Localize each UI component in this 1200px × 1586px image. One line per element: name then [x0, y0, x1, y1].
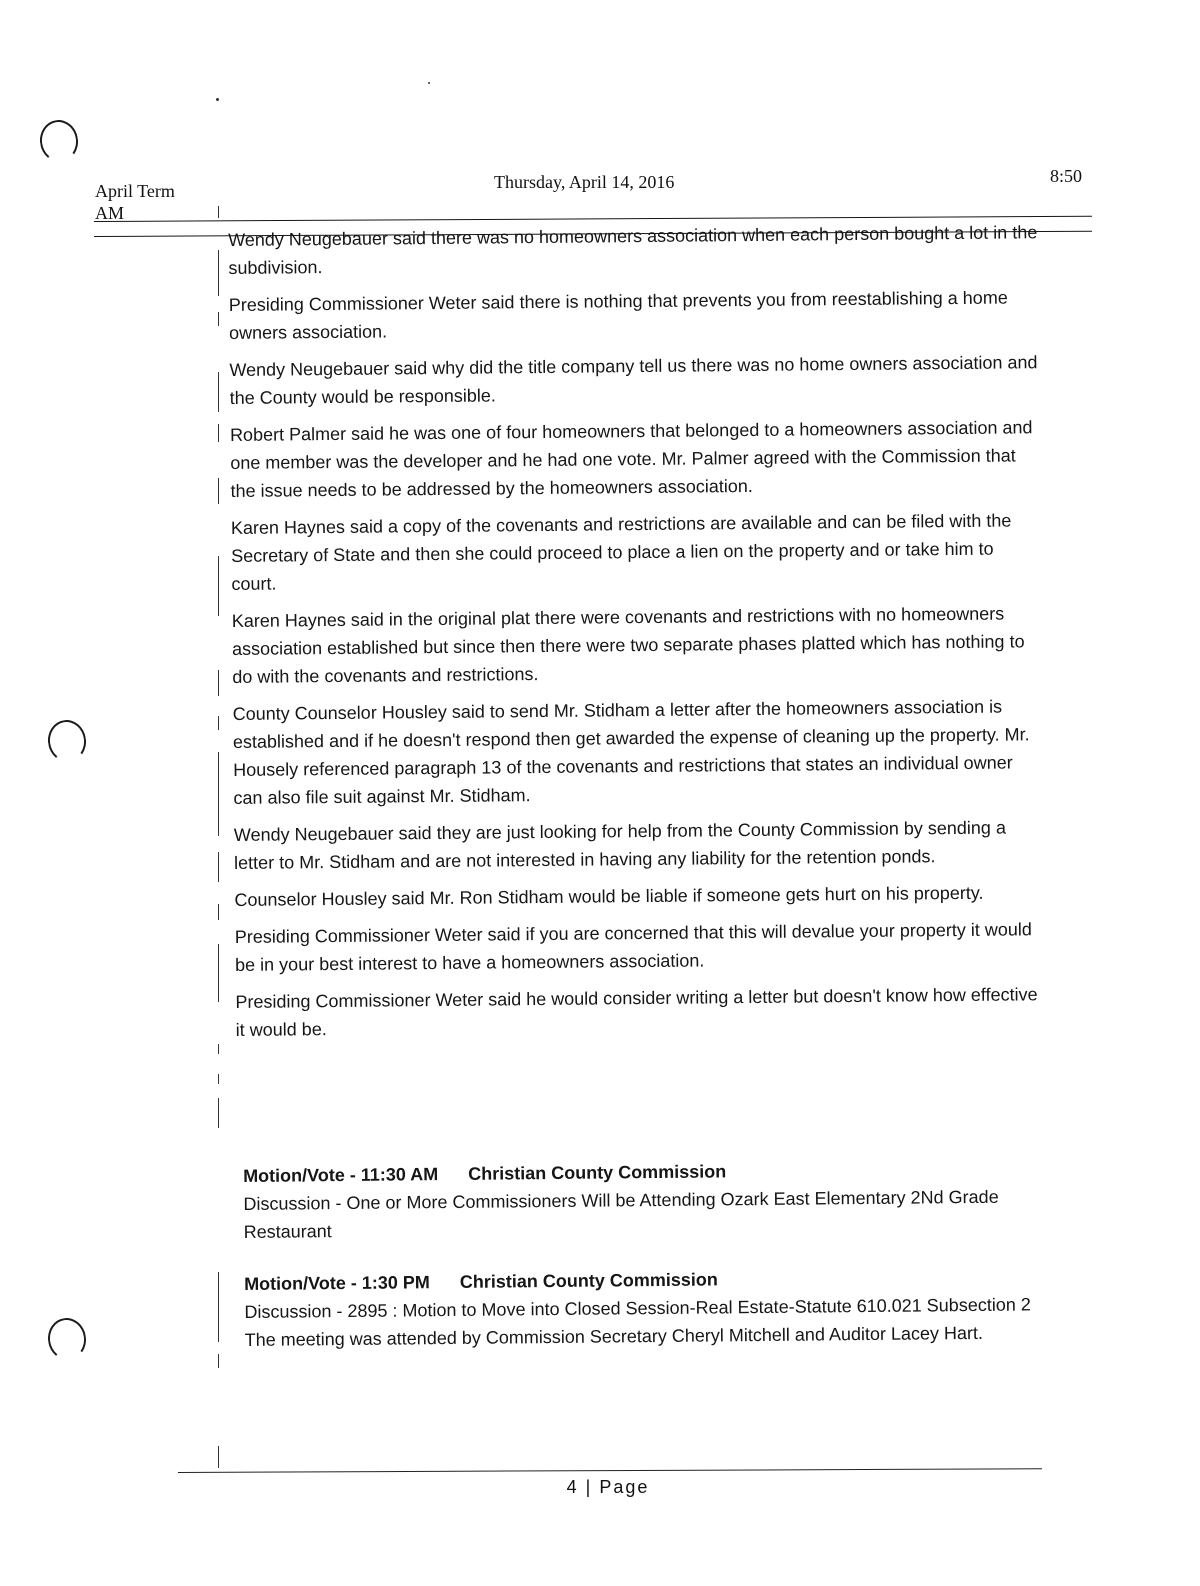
margin-mark: [218, 670, 219, 696]
motion-discussion: Discussion - 2895 : Motion to Move into Closed Session-Real Estate-Statute 610.021 Subsection 2: [244, 1294, 1031, 1322]
minutes-paragraph: Robert Palmer said he was one of four homeowners that belonged to a homeowners association and one member was the developer and he had one vote. Mr. Palmer agreed with the Commission that the issue needs to be addressed by the homeowners association.: [229, 417, 1033, 501]
margin-mark: [218, 478, 219, 504]
minutes-paragraph: Karen Haynes said in the original plat there were covenants and restrictions with no homeowners association established but since then there were two separate phases platted which has nothing to do with the covenants and restrictions.: [231, 603, 1025, 687]
minutes-paragraph: Wendy Neugebauer said why did the title company tell us there was no home owners association and the County would be responsible.: [229, 352, 1038, 408]
term-line-1: April Term: [95, 181, 175, 201]
minutes-paragraph: Counselor Housley said Mr. Ron Stidham would be liable if someone gets hurt on his property.: [234, 882, 984, 910]
margin-mark: [218, 716, 219, 730]
footer-rule: [178, 1468, 1042, 1473]
margin-mark: [218, 1074, 219, 1084]
margin-mark: [218, 752, 219, 836]
motion-time: Motion/Vote - 11:30 AM: [243, 1164, 439, 1186]
minutes-paragraph: Presiding Commissioner Weter said there is nothing that prevents you from reestablishing a home owners association.: [228, 287, 1008, 343]
minutes-paragraph: Wendy Neugebauer said they are just looking for help from the County Commission by sending a letter to Mr. Stidham and are not interested in having any liability for the retention ponds.: [233, 817, 1007, 873]
binder-hole: [45, 718, 88, 765]
margin-mark: [218, 556, 219, 616]
term-label: [95, 180, 175, 224]
margin-mark: [218, 1044, 219, 1054]
margin-mark: [218, 372, 219, 412]
scan-speck: [428, 82, 430, 84]
page-number: 4 | Page: [566, 1477, 650, 1497]
motion-block: [244, 1262, 1045, 1354]
margin-mark: [218, 1098, 219, 1128]
binder-hole: [45, 1316, 88, 1363]
margin-mark: [218, 944, 219, 1002]
margin-mark: [218, 904, 219, 920]
minutes-paragraph: Wendy Neugebauer said there was no homeowners association when each person bought a lot in the subdivision.: [228, 222, 1038, 278]
motion-block: [243, 1154, 1044, 1246]
minutes-body: [228, 218, 1046, 1053]
motion-discussion: Discussion - One or More Commissioners Will be Attending Ozark East Elementary 2Nd Grade Restaurant: [243, 1186, 999, 1242]
margin-mark: [218, 852, 219, 882]
motion-note: The meeting was attended by Commission Secretary Cheryl Mitchell and Auditor Lacey Hart.: [244, 1322, 984, 1350]
term-line-2: AM: [95, 203, 125, 223]
minutes-paragraph: Presiding Commissioner Weter said if you are concerned that this will devalue your property it would be in your best interest to have a homeowners association.: [234, 919, 1032, 975]
margin-mark: [218, 1354, 219, 1368]
margin-mark: [218, 1272, 219, 1342]
margin-mark: [218, 1446, 219, 1468]
meeting-time: 8:50: [1050, 166, 1083, 186]
minutes-paragraph: County Counselor Housley said to send Mr. Stidham a letter after the homeowners association is established and if he doesn't respond then get awarded the expense of cleaning up the property. Mr. Housely referenced paragraph 13 of the covenants and restrictions that states an individual owner can also file suit against Mr. Stidham.: [232, 696, 1030, 808]
motion-organization: Christian County Commission: [459, 1269, 718, 1292]
binder-hole: [37, 118, 80, 165]
margin-mark: [218, 312, 219, 326]
margin-mark: [218, 206, 219, 218]
meeting-date: Thursday, April 14, 2016: [494, 172, 675, 192]
scan-speck: [216, 98, 219, 101]
motion-organization: Christian County Commission: [468, 1161, 727, 1184]
margin-mark: [218, 250, 219, 296]
minutes-paragraph: Karen Haynes said a copy of the covenants and restrictions are available and can be filed with the Secretary of State and then she could proceed to place a lien on the property and or take him to court.: [230, 510, 1012, 594]
margin-mark: [218, 424, 219, 442]
minutes-paragraph: Presiding Commissioner Weter said he would consider writing a letter but doesn't know how effective it would be.: [235, 984, 1038, 1040]
motion-time: Motion/Vote - 1:30 PM: [244, 1272, 430, 1294]
